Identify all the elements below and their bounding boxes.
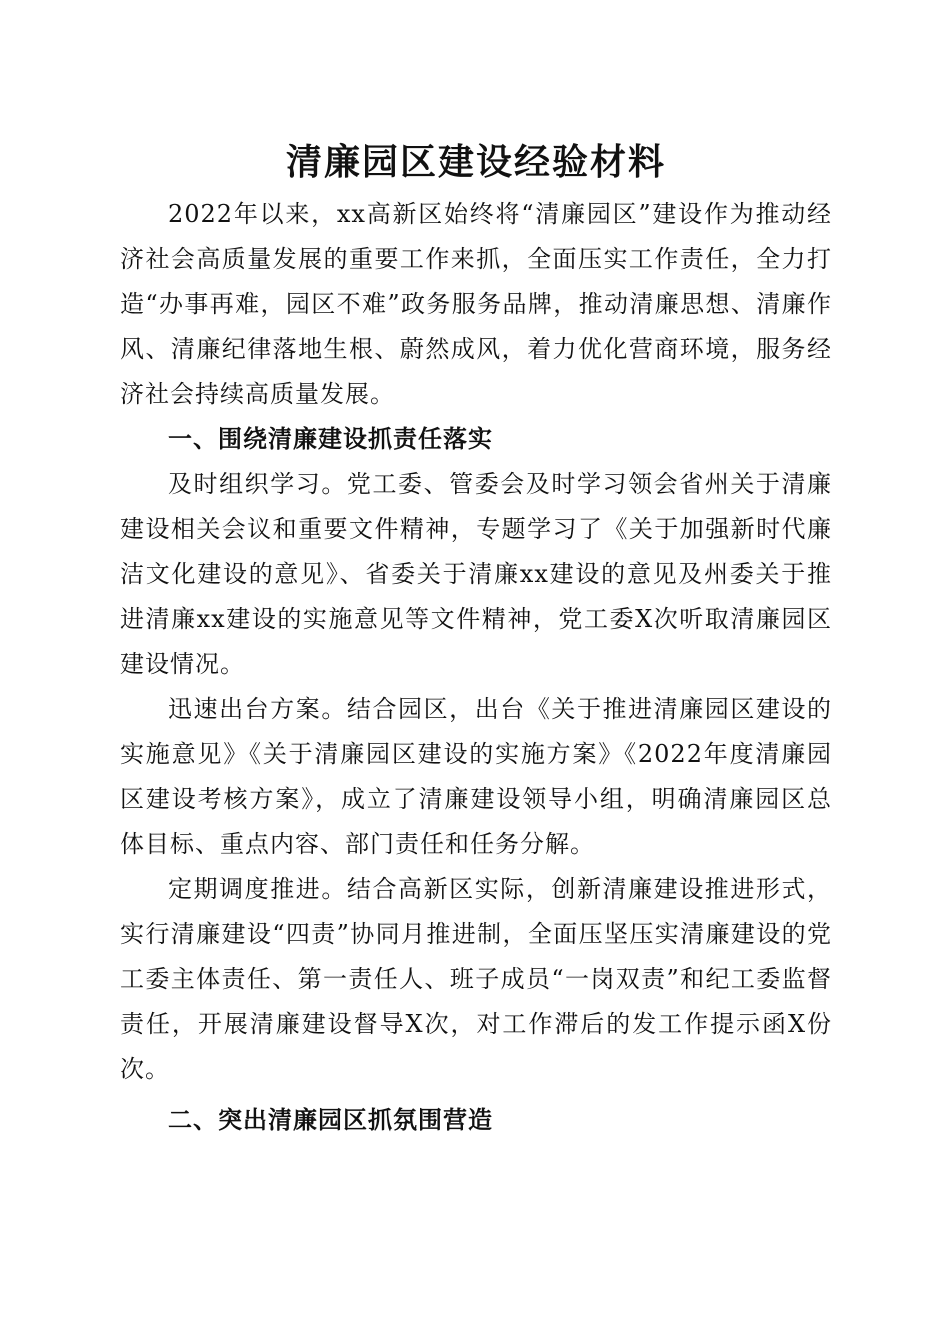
- intro-paragraph: 2022年以来，xx高新区始终将“清廉园区”建设作为推动经济社会高质量发展的重要工作来抓，全面压实工作责任，全力打造“办事再难，园区不难”政务服务品牌，推动清廉思想、清廉作风、清廉纪律落地生根、蔚然成风，着力优化营商环境，服务经济社会持续高质量发展。: [120, 200, 832, 408]
- section-heading-2: 二、突出清廉园区抓氛围营造: [168, 1106, 493, 1134]
- section1-paragraph-plan: 迅速出台方案。结合园区，出台《关于推进清廉园区建设的实施意见》《关于清廉园区建设的实施方案》《2022年度清廉园区建设考核方案》，成立了清廉建设领导小组，明确清廉园区总体目标、重点内容、部门责任和任务分解。: [120, 695, 832, 858]
- section-heading-1: 一、围绕清廉建设抓责任落实: [168, 425, 493, 453]
- document-page: [120, 138, 832, 1143]
- section1-paragraph-study: 及时组织学习。党工委、管委会及时学习领会省州关于清廉建设相关会议和重要文件精神，专题学习了《关于加强新时代廉洁文化建设的意见》、省委关于清廉xx建设的意见及州委关于推进清廉xx建设的实施意见等文件精神，党工委X次听取清廉园区建设情况。: [120, 470, 832, 678]
- section1-paragraph-dispatch: 定期调度推进。结合高新区实际，创新清廉建设推进形式，实行清廉建设“四责”协同月推进制，全面压坚压实清廉建设的党工委主体责任、第一责任人、班子成员“一岗双责”和纪工委监督责任，开展清廉建设督导X次，对工作滞后的发工作提示函X份次。: [120, 875, 832, 1083]
- document-title: 清廉园区建设经验材料: [285, 141, 666, 183]
